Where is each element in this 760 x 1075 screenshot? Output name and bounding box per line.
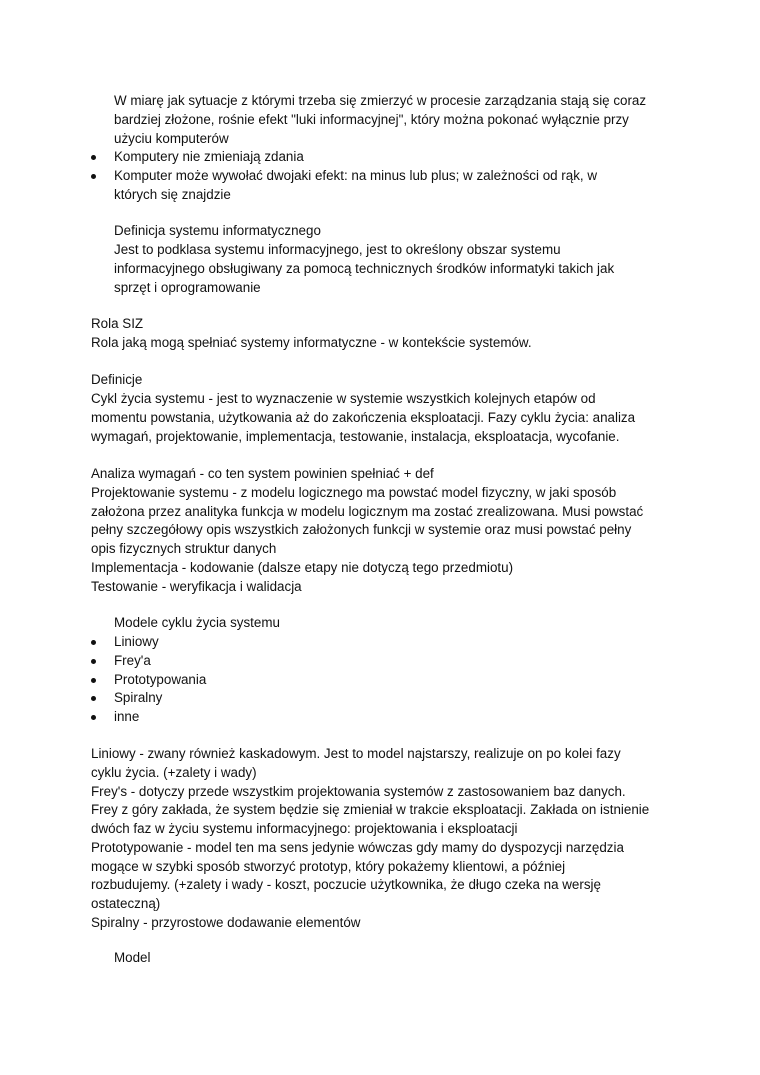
paragraph-line: założona przez analityka funkcja w modelu logicznym ma zostać zrealizowana. Musi powstać (91, 504, 644, 519)
paragraph-line: Prototypowanie - model ten ma sens jedynie wówczas gdy mamy do dyspozycji narzędzia (91, 840, 624, 855)
paragraph-line: Liniowy - zwany również kaskadowym. Jest to model najstarszy, realizuje on po kolei fazy (91, 746, 621, 761)
section-heading: Rola SIZ (91, 316, 144, 331)
intro-line: W miarę jak sytuacje z którymi trzeba się zmierzyć w procesie zarządzania stają się coraz (114, 93, 647, 108)
paragraph-line: Projektowanie systemu - z modelu logicznego ma powstać model fizyczny, w jaki sposób (91, 485, 617, 500)
paragraph-line: Spiralny - przyrostowe dodawanie elementów (91, 915, 361, 930)
bullet-icon (91, 696, 96, 701)
paragraph-line: dwóch faz w życiu systemu informacyjnego: projektowania i eksploatacji (91, 821, 518, 836)
bullet-icon (91, 155, 96, 160)
paragraph-line: Implementacja - kodowanie (dalsze etapy nie dotyczą tego przedmiotu) (91, 560, 514, 575)
paragraph-line: Cykl życia systemu - jest to wyznaczenie w systemie wszystkich kolejnych etapów od (91, 391, 596, 406)
bullet-icon (91, 678, 96, 683)
list-item: Spiralny (114, 690, 163, 705)
list-item: Liniowy (114, 634, 159, 649)
bullet-icon (91, 640, 96, 645)
bullet-icon (91, 174, 96, 179)
list-item: Prototypowania (114, 672, 207, 687)
section-heading: Model (114, 950, 151, 965)
intro-line: użyciu komputerów (114, 131, 229, 146)
list-item: Frey'a (114, 653, 151, 668)
paragraph-line: Testowanie - weryfikacja i walidacja (91, 579, 302, 594)
bullet-icon (91, 715, 96, 720)
list-item: inne (114, 709, 140, 724)
intro-line: bardziej złożone, rośnie efekt "luki informacyjnej", który można pokonać wyłącznie przy (114, 112, 629, 127)
definition-line: informacyjnego obsługiwany za pomocą technicznych środków informatyki takich jak (114, 261, 615, 276)
paragraph-line: Analiza wymagań - co ten system powinien spełniać + def (91, 466, 434, 481)
paragraph-line: wymagań, projektowanie, implementacja, testowanie, instalacja, eksploatacja, wycofanie. (91, 429, 620, 444)
paragraph-line: Frey's - dotyczy przede wszystkim projektowania systemów z zastosowaniem baz danych. (91, 784, 626, 799)
section-heading: Definicja systemu informatycznego (114, 223, 321, 238)
bullet-icon (91, 659, 96, 664)
paragraph-line: cyklu życia. (+zalety i wady) (91, 765, 257, 780)
paragraph-line: mogące w szybki sposób stworzyć prototyp, który pokażemy klientowi, a później (91, 859, 566, 874)
paragraph-line: Frey z góry zakłada, że system będzie się zmieniał w trakcie eksploatacji. Zakłada on istnienie (91, 802, 650, 817)
paragraph-line: ostateczną) (91, 896, 161, 911)
definition-line: Jest to podklasa systemu informacyjnego, jest to określony obszar systemu (114, 242, 561, 257)
paragraph-line: Rola jaką mogą spełniać systemy informatyczne - w kontekście systemów. (91, 335, 532, 350)
paragraph-line: pełny szczegółowy opis wszystkich założonych funkcji w systemie oraz musi powstać pełny (91, 522, 632, 537)
section-heading: Modele cyklu życia systemu (114, 615, 280, 630)
definition-line: sprzęt i oprogramowanie (114, 280, 261, 295)
bullet-text: Komputery nie zmieniają zdania (114, 149, 304, 164)
section-heading: Definicje (91, 372, 143, 387)
paragraph-line: momentu powstania, użytkowania aż do zakończenia eksploatacji. Fazy cyklu życia: analiza (91, 410, 636, 425)
paragraph-line: opis fizycznych struktur danych (91, 541, 277, 556)
bullet-text: których się znajdzie (114, 187, 231, 202)
bullet-text: Komputer może wywołać dwojaki efekt: na minus lub plus; w zależności od rąk, w (114, 168, 598, 183)
paragraph-line: rozbudujemy. (+zalety i wady - koszt, poczucie użytkownika, że długo czeka na wersję (91, 877, 601, 892)
